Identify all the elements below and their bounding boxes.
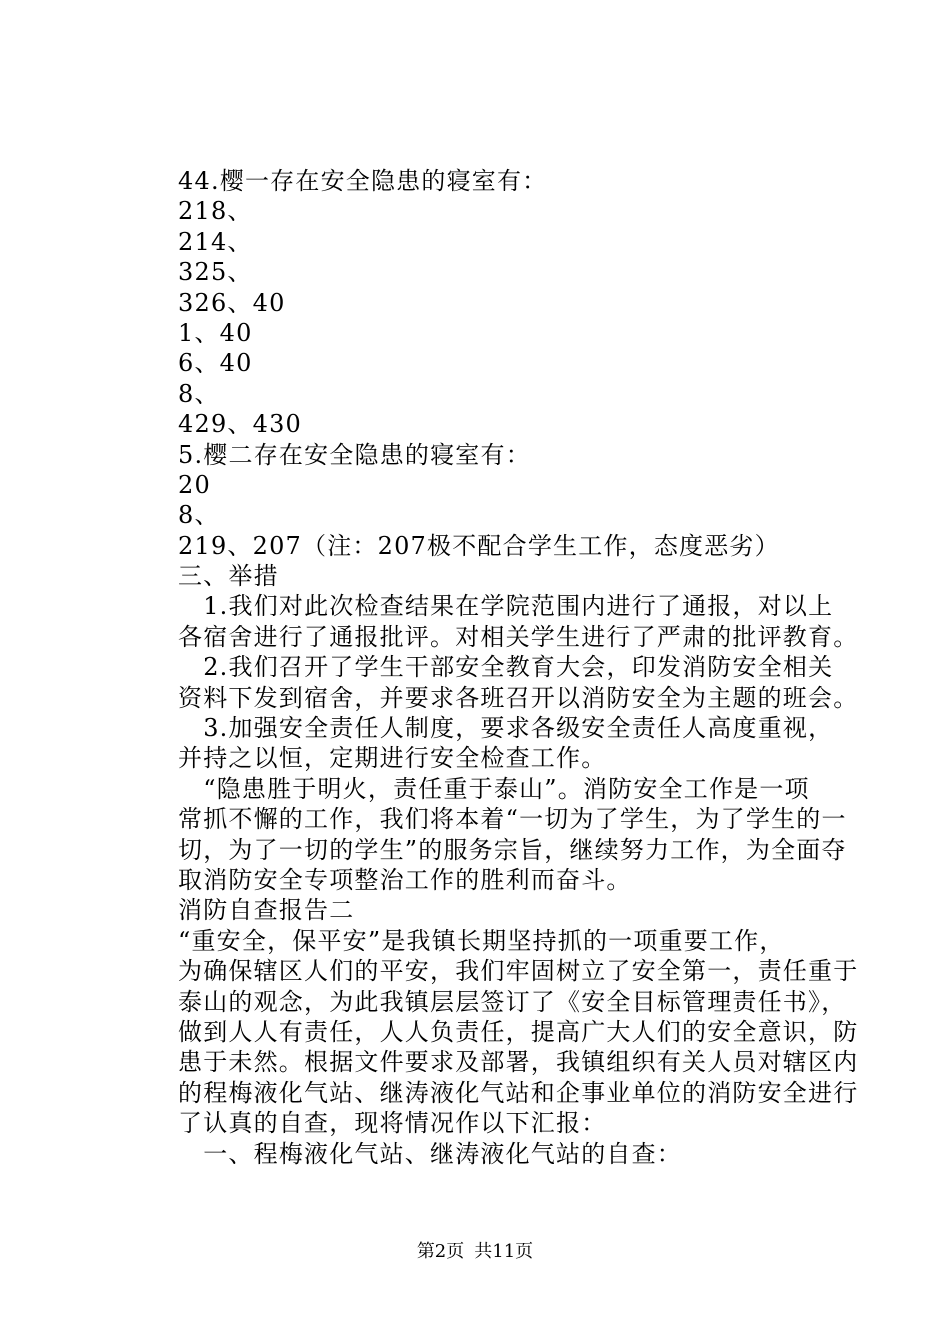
text-line: 切，为了一切的学生”的服务宗旨，继续努力工作，为全面夺: [178, 835, 847, 864]
text-line: 8、: [178, 501, 220, 530]
text-line: 5.樱二存在安全隐患的寝室有：: [178, 440, 531, 469]
text-line: 429、430: [178, 410, 303, 439]
text-line: 219、207（注：207极不配合学生工作，态度恶劣）: [178, 531, 780, 560]
text-line: 1、40: [178, 318, 253, 347]
section-heading: 三、举措: [178, 562, 279, 591]
text-line: 常抓不懈的工作，我们将本着“一切为了学生，为了学生的一: [178, 805, 847, 834]
text-line: 1.我们对此次检查结果在学院范围内进行了通报，对以上: [178, 592, 834, 621]
text-line: 214、: [178, 227, 253, 256]
text-line: 326、40: [178, 288, 286, 317]
text-line: “重安全，保平安”是我镇长期坚持抓的一项重要工作，: [178, 926, 785, 955]
report-title: 消防自查报告二: [178, 896, 355, 925]
text-line: 做到人人有责任，人人负责任，提高广大人们的安全意识，防: [178, 1017, 859, 1046]
text-line: 泰山的观念，为此我镇层层签订了《安全目标管理责任书》，: [178, 987, 847, 1016]
page-footer: [0, 1241, 950, 1263]
document-body: [178, 166, 859, 1169]
text-line: 2.我们召开了学生干部安全教育大会，印发消防安全相关: [178, 653, 834, 682]
text-line: 患于未然。根据文件要求及部署，我镇组织有关人员对辖区内: [178, 1048, 859, 1077]
text-line: 并持之以恒，定期进行安全检查工作。: [178, 744, 607, 773]
text-line: 取消防安全专项整治工作的胜利而奋斗。: [178, 865, 632, 894]
text-line: 为确保辖区人们的平安，我们牢固树立了安全第一，责任重于: [178, 957, 859, 986]
text-line: 44.樱一存在安全隐患的寝室有：: [178, 167, 548, 195]
text-line: 各宿舍进行了通报批评。对相关学生进行了严肃的批评教育。: [178, 622, 859, 651]
page-total: 共11页: [474, 1241, 534, 1262]
text-line: 6、40: [178, 349, 253, 378]
text-line: 了认真的自查，现将情况作以下汇报：: [178, 1109, 607, 1138]
text-line: 8、: [178, 379, 220, 408]
text-line: “隐患胜于明火，责任重于泰山”。消防安全工作是一项: [178, 774, 810, 803]
text-line: 的程梅液化气站、继涛液化气站和企事业单位的消防安全进行: [178, 1078, 859, 1107]
section-heading: 一、程梅液化气站、继涛液化气站的自查：: [178, 1139, 682, 1168]
page-number: 第2页: [416, 1241, 465, 1262]
text-line: 3.加强安全责任人制度，要求各级安全责任人高度重视，: [178, 714, 834, 743]
text-line: 20: [178, 470, 211, 499]
text-line: 325、: [178, 258, 253, 287]
text-line: 218、: [178, 197, 253, 226]
text-line: 资料下发到宿舍，并要求各班召开以消防安全为主题的班会。: [178, 683, 859, 712]
